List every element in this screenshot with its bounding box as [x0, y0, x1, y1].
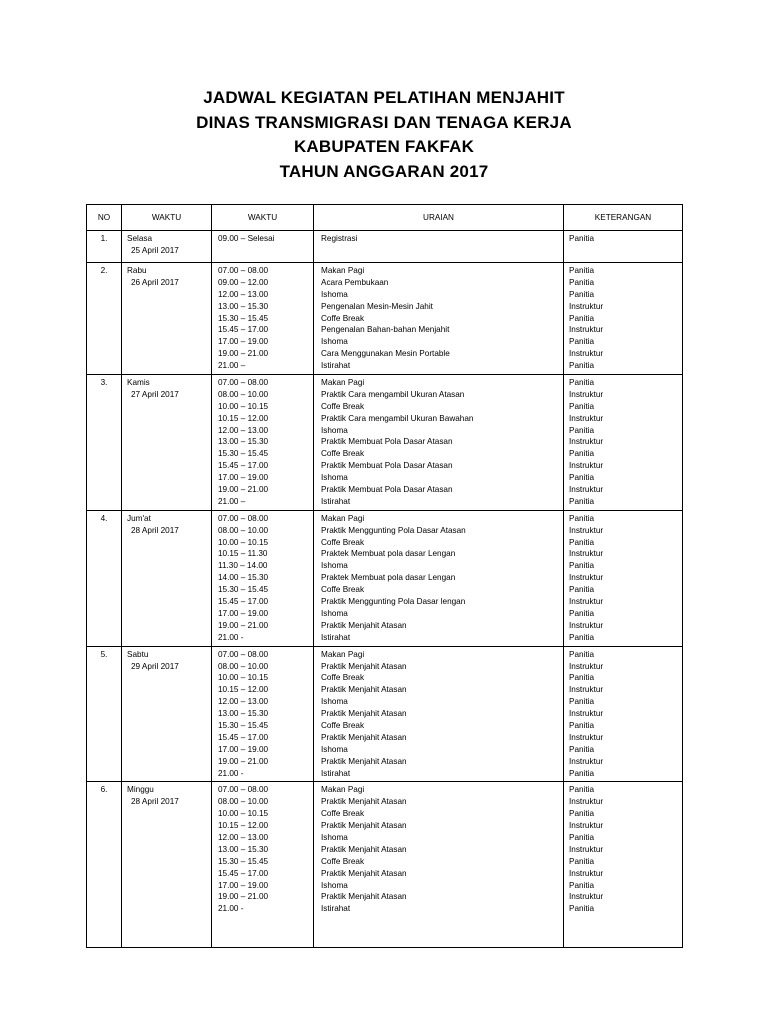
time-slot: 15.45 – 17.00: [218, 868, 269, 878]
table-row: [87, 510, 683, 646]
note-text: Instruktur: [569, 844, 604, 854]
note-cell: [564, 375, 683, 511]
activity-text: Makan Pagi: [321, 266, 365, 275]
time-cell: [212, 782, 314, 948]
time-slot: 17.00 – 19.00: [218, 744, 269, 754]
note-text: Instruktur: [569, 709, 604, 719]
time-slot: 12.00 – 13.00: [218, 832, 269, 842]
time-slot: 17.00 – 19.00: [218, 608, 269, 618]
note-text: Instruktur: [569, 461, 604, 471]
note-text: Panitia: [569, 720, 595, 730]
day-cell: [122, 375, 212, 511]
time-slot: 07.00 – 08.00: [218, 378, 269, 388]
activity-text: Istirahat: [321, 361, 351, 371]
note-text: Panitia: [569, 425, 595, 435]
row-number-cell: [87, 510, 122, 646]
activity-cell: [314, 782, 564, 948]
activity-text: Praktik Menjahit Atasan: [321, 620, 407, 630]
activity-cell: [314, 263, 564, 375]
time-slot: 15.30 – 15.45: [218, 449, 269, 459]
note-text: Panitia: [569, 880, 595, 890]
note-text: Panitia: [569, 277, 595, 287]
activity-text: Ishoma: [321, 289, 348, 299]
note-text: Panitia: [569, 361, 595, 371]
note-text: Instruktur: [569, 685, 604, 695]
day-cell: [122, 782, 212, 948]
note-text: Instruktur: [569, 661, 604, 671]
note-text: Instruktur: [569, 821, 604, 831]
note-text: Instruktur: [569, 573, 604, 583]
time-slot: 21.00 -: [218, 904, 244, 914]
time-slot: 13.00 – 15.30: [218, 709, 269, 719]
time-slot: 17.00 – 19.00: [218, 880, 269, 890]
time-slot: 21.00 -: [218, 632, 244, 642]
activity-text: Praktik Menjahit Atasan: [321, 661, 407, 671]
time-slot: 19.00 – 21.00: [218, 349, 269, 359]
note-cell: [564, 646, 683, 782]
note-text: Panitia: [569, 809, 595, 819]
row-number-cell: [87, 375, 122, 511]
table-row: [87, 782, 683, 948]
activity-text: Praktik Menjahit Atasan: [321, 732, 407, 742]
note-text: Panitia: [569, 585, 595, 595]
time-slot: 15.45 – 17.00: [218, 461, 269, 471]
time-slot: 14.00 – 15.30: [218, 573, 269, 583]
activity-text: Pengenalan Mesin-Mesin Jahit: [321, 301, 433, 311]
note-text: Instruktur: [569, 349, 604, 359]
note-text: Instruktur: [569, 549, 604, 559]
note-text: Panitia: [569, 744, 595, 754]
header-note: KETERANGAN: [564, 205, 683, 231]
time-slot: 10.00 – 10.15: [218, 537, 269, 547]
time-slot: 19.00 – 21.00: [218, 892, 269, 902]
note-text: Instruktur: [569, 413, 604, 423]
activity-text: Coffe Break: [321, 673, 365, 683]
activity-cell: [314, 231, 564, 263]
title-line-2: DINAS TRANSMIGRASI DAN TENAGA KERJA: [196, 112, 572, 132]
activity-text: Ishoma: [321, 337, 348, 347]
note-text: Panitia: [569, 608, 595, 618]
activity-text: Coffe Break: [321, 856, 365, 866]
activity-text: Coffe Break: [321, 720, 365, 730]
time-slot: 09.00 – 12.00: [218, 277, 269, 287]
time-slot: 12.00 – 13.00: [218, 289, 269, 299]
day-name: Sabtu: [127, 649, 149, 659]
time-slot: 10.15 – 12.00: [218, 685, 269, 695]
row-number: 5.: [100, 649, 108, 659]
day-name: Kamis: [127, 378, 150, 388]
row-number: 3.: [100, 378, 108, 388]
activity-cell: [314, 646, 564, 782]
row-number: 2.: [100, 266, 108, 275]
time-cell: [212, 646, 314, 782]
note-text: Panitia: [569, 785, 595, 795]
activity-text: Praktik Membuat Pola Dasar Atasan: [321, 461, 453, 471]
activity-text: Makan Pagi: [321, 378, 365, 388]
note-text: Panitia: [569, 649, 595, 659]
note-text: Panitia: [569, 768, 595, 778]
row-number-cell: [87, 646, 122, 782]
time-slot: 10.15 – 11.30: [218, 549, 268, 559]
activity-text: Makan Pagi: [321, 785, 365, 795]
day-date: 26 April 2017: [131, 277, 179, 287]
note-text: Instruktur: [569, 389, 604, 399]
note-text: Panitia: [569, 473, 595, 483]
day-name: Jum'at: [127, 513, 151, 523]
note-text: Panitia: [569, 337, 595, 347]
row-number-cell: [87, 263, 122, 375]
day-date: 28 April 2017: [131, 797, 179, 807]
activity-text: Ishoma: [321, 473, 348, 483]
activity-text: Ishoma: [321, 744, 348, 754]
time-slot: 11.30 – 14.00: [218, 561, 268, 571]
activity-text: Coffe Break: [321, 585, 365, 595]
note-text: Panitia: [569, 832, 595, 842]
time-slot: 10.15 – 12.00: [218, 413, 269, 423]
time-slot: 17.00 – 19.00: [218, 337, 269, 347]
table-header-row: [87, 205, 683, 231]
row-number: 6.: [100, 785, 108, 795]
activity-text: Coffe Break: [321, 401, 365, 411]
time-slot: 13.00 – 15.30: [218, 844, 269, 854]
time-cell: [212, 510, 314, 646]
time-slot: 17.00 – 19.00: [218, 473, 269, 483]
time-slot: 10.15 – 12.00: [218, 821, 269, 831]
time-slot: 07.00 – 08.00: [218, 266, 269, 275]
activity-text: Praktik Menggunting Pola Dasar Atasan: [321, 525, 466, 535]
table-row: [87, 231, 683, 263]
activity-text: Makan Pagi: [321, 649, 365, 659]
day-name: Rabu: [127, 266, 147, 275]
note-text: Panitia: [569, 904, 595, 914]
time-slot: 10.00 – 10.15: [218, 809, 269, 819]
time-slot: 19.00 – 21.00: [218, 485, 269, 495]
note-text: Panitia: [569, 561, 595, 571]
time-slot: 19.00 – 21.00: [218, 756, 269, 766]
time-slot: 15.30 – 15.45: [218, 856, 269, 866]
activity-cell: [314, 510, 564, 646]
day-date: 25 April 2017: [131, 245, 179, 255]
time-cell: [212, 375, 314, 511]
time-slot: 08.00 – 10.00: [218, 525, 269, 535]
time-slot: 07.00 – 08.00: [218, 513, 269, 523]
schedule-body: [87, 231, 683, 948]
note-text: Instruktur: [569, 797, 604, 807]
activity-text: Ishoma: [321, 832, 348, 842]
day-cell: [122, 510, 212, 646]
time-slot: 08.00 – 10.00: [218, 661, 269, 671]
title-line-1: JADWAL KEGIATAN PELATIHAN MENJAHIT: [203, 88, 565, 107]
day-date: 27 April 2017: [131, 389, 179, 399]
document-title: [0, 86, 768, 184]
time-slot: 15.45 – 17.00: [218, 597, 269, 607]
activity-text: Praktik Membuat Pola Dasar Atasan: [321, 485, 453, 495]
time-slot: 09.00 – Selesai: [218, 234, 275, 243]
activity-text: Ishoma: [321, 697, 348, 707]
time-slot: 13.00 – 15.30: [218, 301, 269, 311]
time-slot: 21.00 –: [218, 496, 246, 506]
note-cell: [564, 231, 683, 263]
day-name: Minggu: [127, 785, 154, 795]
note-cell: [564, 263, 683, 375]
activity-text: Praktik Menjahit Atasan: [321, 797, 407, 807]
activity-text: Praktik Menjahit Atasan: [321, 709, 407, 719]
note-text: Panitia: [569, 378, 595, 388]
time-slot: 19.00 – 21.00: [218, 620, 269, 630]
note-text: Instruktur: [569, 756, 604, 766]
activity-text: Praktik Menjahit Atasan: [321, 685, 407, 695]
day-name: Selasa: [127, 234, 153, 243]
activity-text: Ishoma: [321, 561, 348, 571]
activity-text: Acara Pembukaan: [321, 277, 389, 287]
time-slot: 15.30 – 15.45: [218, 585, 269, 595]
note-text: Panitia: [569, 289, 595, 299]
activity-text: Istirahat: [321, 904, 351, 914]
time-slot: 15.30 – 15.45: [218, 720, 269, 730]
day-date: 28 April 2017: [131, 525, 179, 535]
activity-text: Praktik Cara mengambil Ukuran Bawahan: [321, 413, 474, 423]
note-text: Instruktur: [569, 732, 604, 742]
activity-text: Praktik Menjahit Atasan: [321, 756, 407, 766]
table-row: [87, 375, 683, 511]
activity-text: Praktik Menjahit Atasan: [321, 844, 407, 854]
activity-text: Praktek Membuat pola dasar Lengan: [321, 549, 456, 559]
time-slot: 08.00 – 10.00: [218, 389, 269, 399]
day-cell: [122, 263, 212, 375]
note-text: Panitia: [569, 697, 595, 707]
activity-text: Pengenalan Bahan-bahan Menjahit: [321, 325, 450, 335]
table-row: [87, 263, 683, 375]
activity-text: Cara Menggunakan Mesin Portable: [321, 349, 450, 359]
note-text: Panitia: [569, 537, 595, 547]
time-cell: [212, 231, 314, 263]
activity-text: Coffe Break: [321, 809, 365, 819]
activity-text: Coffe Break: [321, 449, 365, 459]
note-text: Panitia: [569, 401, 595, 411]
note-text: Instruktur: [569, 620, 604, 630]
activity-text: Istirahat: [321, 768, 351, 778]
time-slot: 08.00 – 10.00: [218, 797, 269, 807]
time-slot: 07.00 – 08.00: [218, 649, 269, 659]
note-text: Panitia: [569, 449, 595, 459]
note-text: Panitia: [569, 513, 595, 523]
note-text: Instruktur: [569, 437, 604, 447]
note-text: Panitia: [569, 673, 595, 683]
note-text: Panitia: [569, 313, 595, 323]
note-text: Instruktur: [569, 485, 604, 495]
activity-text: Makan Pagi: [321, 513, 365, 523]
schedule-table: [86, 204, 683, 948]
header-time: WAKTU: [212, 205, 314, 231]
day-cell: [122, 231, 212, 263]
title-line-4: TAHUN ANGGARAN 2017: [279, 161, 489, 181]
activity-text: Coffe Break: [321, 537, 365, 547]
activity-text: Praktek Membuat pola dasar Lengan: [321, 573, 456, 583]
row-number: 4.: [100, 513, 108, 523]
note-text: Instruktur: [569, 325, 604, 335]
time-slot: 10.00 – 10.15: [218, 401, 269, 411]
header-no: NO: [87, 205, 122, 231]
activity-text: Istirahat: [321, 496, 351, 506]
time-slot: 12.00 – 13.00: [218, 425, 269, 435]
time-slot: 21.00 -: [218, 768, 244, 778]
time-slot: 13.00 – 15.30: [218, 437, 269, 447]
note-text: Panitia: [569, 234, 595, 243]
time-slot: 15.30 – 15.45: [218, 313, 269, 323]
note-cell: [564, 782, 683, 948]
note-text: Instruktur: [569, 301, 604, 311]
activity-cell: [314, 375, 564, 511]
time-slot: 15.45 – 17.00: [218, 325, 269, 335]
note-text: Instruktur: [569, 597, 604, 607]
note-text: Panitia: [569, 496, 595, 506]
note-text: Instruktur: [569, 892, 604, 902]
note-text: Panitia: [569, 266, 595, 275]
header-day: WAKTU: [122, 205, 212, 231]
activity-text: Istirahat: [321, 632, 351, 642]
title-line-3: KABUPATEN FAKFAK: [293, 137, 475, 156]
activity-text: Praktik Menggunting Pola Dasar lengan: [321, 597, 466, 607]
row-number-cell: [87, 782, 122, 948]
note-text: Panitia: [569, 856, 595, 866]
table-row: [87, 646, 683, 782]
day-cell: [122, 646, 212, 782]
activity-text: Praktik Membuat Pola Dasar Atasan: [321, 437, 453, 447]
activity-text: Coffe Break: [321, 313, 365, 323]
day-date: 29 April 2017: [131, 661, 179, 671]
activity-text: Ishoma: [321, 880, 348, 890]
activity-text: Praktik Menjahit Atasan: [321, 821, 407, 831]
row-number: 1.: [100, 234, 108, 243]
note-cell: [564, 510, 683, 646]
time-cell: [212, 263, 314, 375]
row-number-cell: [87, 231, 122, 263]
note-text: Instruktur: [569, 525, 604, 535]
header-activity: URAIAN: [314, 205, 564, 231]
time-slot: 15.45 – 17.00: [218, 732, 269, 742]
activity-text: Ishoma: [321, 608, 348, 618]
activity-text: Registrasi: [321, 234, 358, 243]
activity-text: Praktik Cara mengambil Ukuran Atasan: [321, 389, 465, 399]
note-text: Instruktur: [569, 868, 604, 878]
activity-text: Praktik Menjahit Atasan: [321, 868, 407, 878]
time-slot: 10.00 – 10.15: [218, 673, 269, 683]
time-slot: 07.00 – 08.00: [218, 785, 269, 795]
time-slot: 21.00 –: [218, 361, 246, 371]
note-text: Panitia: [569, 632, 595, 642]
time-slot: 12.00 – 13.00: [218, 697, 269, 707]
activity-text: Praktik Menjahit Atasan: [321, 892, 407, 902]
activity-text: Ishoma: [321, 425, 348, 435]
